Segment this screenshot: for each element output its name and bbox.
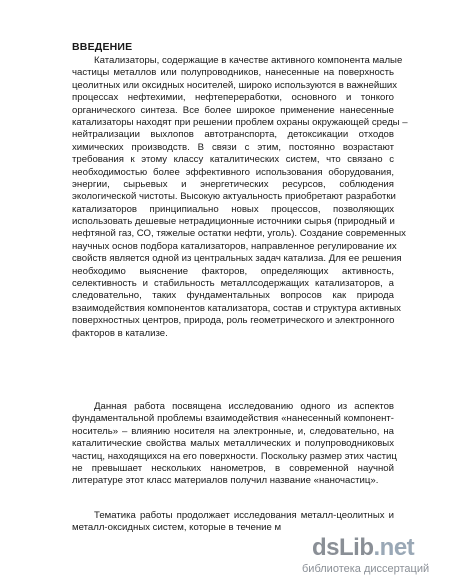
section-heading: ВВЕДЕНИЕ xyxy=(72,41,133,53)
paragraph-3 xyxy=(72,510,394,535)
site-watermark xyxy=(300,534,448,580)
paragraph-1 xyxy=(72,55,408,340)
text-line: селективность и стабильность металлсодержащих катализаторов, а xyxy=(72,278,394,290)
text-line: взаимодействия компонентов катализатора, состав и структура активных xyxy=(72,302,401,314)
text-line: научных основ подбора катализаторов, направленное регулирование их xyxy=(72,240,397,252)
text-line: требования к этому классу каталитических систем, что связано с xyxy=(72,154,394,166)
text-line: катализаторов принципиально новых процессов, позволяющих xyxy=(72,203,394,215)
text-line: факторов в катализе. xyxy=(72,327,168,339)
text-line: Катализаторы, содержащие в качестве активного компонента малые xyxy=(94,55,403,66)
text-line: процессах нефтехимии, нефтепереработки, основного и тонкого xyxy=(72,92,394,104)
text-line: химических производств. В связи с этим, постоянно возрастают xyxy=(72,141,394,153)
text-line: свойств является одной из центральных задач катализа. Для ее решения xyxy=(72,253,402,265)
text-line: нефтяной газ, СО, тяжелые остатки нефти, уголь). Создание современных xyxy=(72,228,406,240)
text-line: необходимостью более эффективного использования оборудования, xyxy=(72,166,394,178)
text-line: катализаторы находят при решении проблем охраны окружающей среды – xyxy=(72,116,408,128)
text-line: не превышает нескольких нанометров, в современной научной xyxy=(72,462,394,474)
text-line: органического синтеза. Все более широкое применение нанесенные xyxy=(72,104,394,116)
text-line: Тематика работы продолжает исследования металл-цеолитных и xyxy=(94,510,394,521)
watermark-logo xyxy=(312,534,414,562)
watermark-logo-main: dsLib xyxy=(312,534,374,561)
text-line: Данная работа посвящена исследованию одного из аспектов xyxy=(94,401,394,412)
text-line: нейтрализации выхлопов автотранспорта, детоксикации отходов xyxy=(72,129,394,141)
text-line: поверхностных центров, природа, роль геометрического и электронного xyxy=(72,315,395,327)
paragraph-2 xyxy=(72,401,397,488)
text-line: следовательно, таких фундаментальных вопросов как природа xyxy=(72,290,394,302)
text-line: экологической чистоты. Высокую актуальность приобретают разработки xyxy=(72,191,396,203)
text-line: носитель» – влиянию носителя на электронные, и, следовательно, на xyxy=(72,425,394,437)
text-line: литературе этот класс материалов получил название «наночастиц». xyxy=(72,475,379,487)
text-line: использовать дешевые нетрадиционные источники сырья (природный и xyxy=(72,216,395,228)
text-line: энергии, сырьевых и энергетических ресурсов, соблюдения xyxy=(72,178,394,190)
text-line: металл-оксидных систем, которые в течение м xyxy=(72,522,282,534)
watermark-subtitle: библиотека диссертаций xyxy=(302,563,430,575)
text-line: цеолитных или оксидных носителей, широко используются в важнейших xyxy=(72,79,398,91)
watermark-logo-suffix: .net xyxy=(373,534,415,561)
text-line: частицы металлов или полупроводников, нанесенные на поверхность xyxy=(72,67,394,79)
text-line: каталитические свойства малых металлических и полупроводниковых xyxy=(72,438,394,450)
text-line: частиц, находящихся на его поверхности. Поскольку размер этих частиц xyxy=(72,450,397,462)
text-line: необходимо выяснение факторов, определяющих активность, xyxy=(72,265,394,277)
text-line: фундаментальной проблемы взаимодействия «нанесенный компонент- xyxy=(72,413,394,425)
